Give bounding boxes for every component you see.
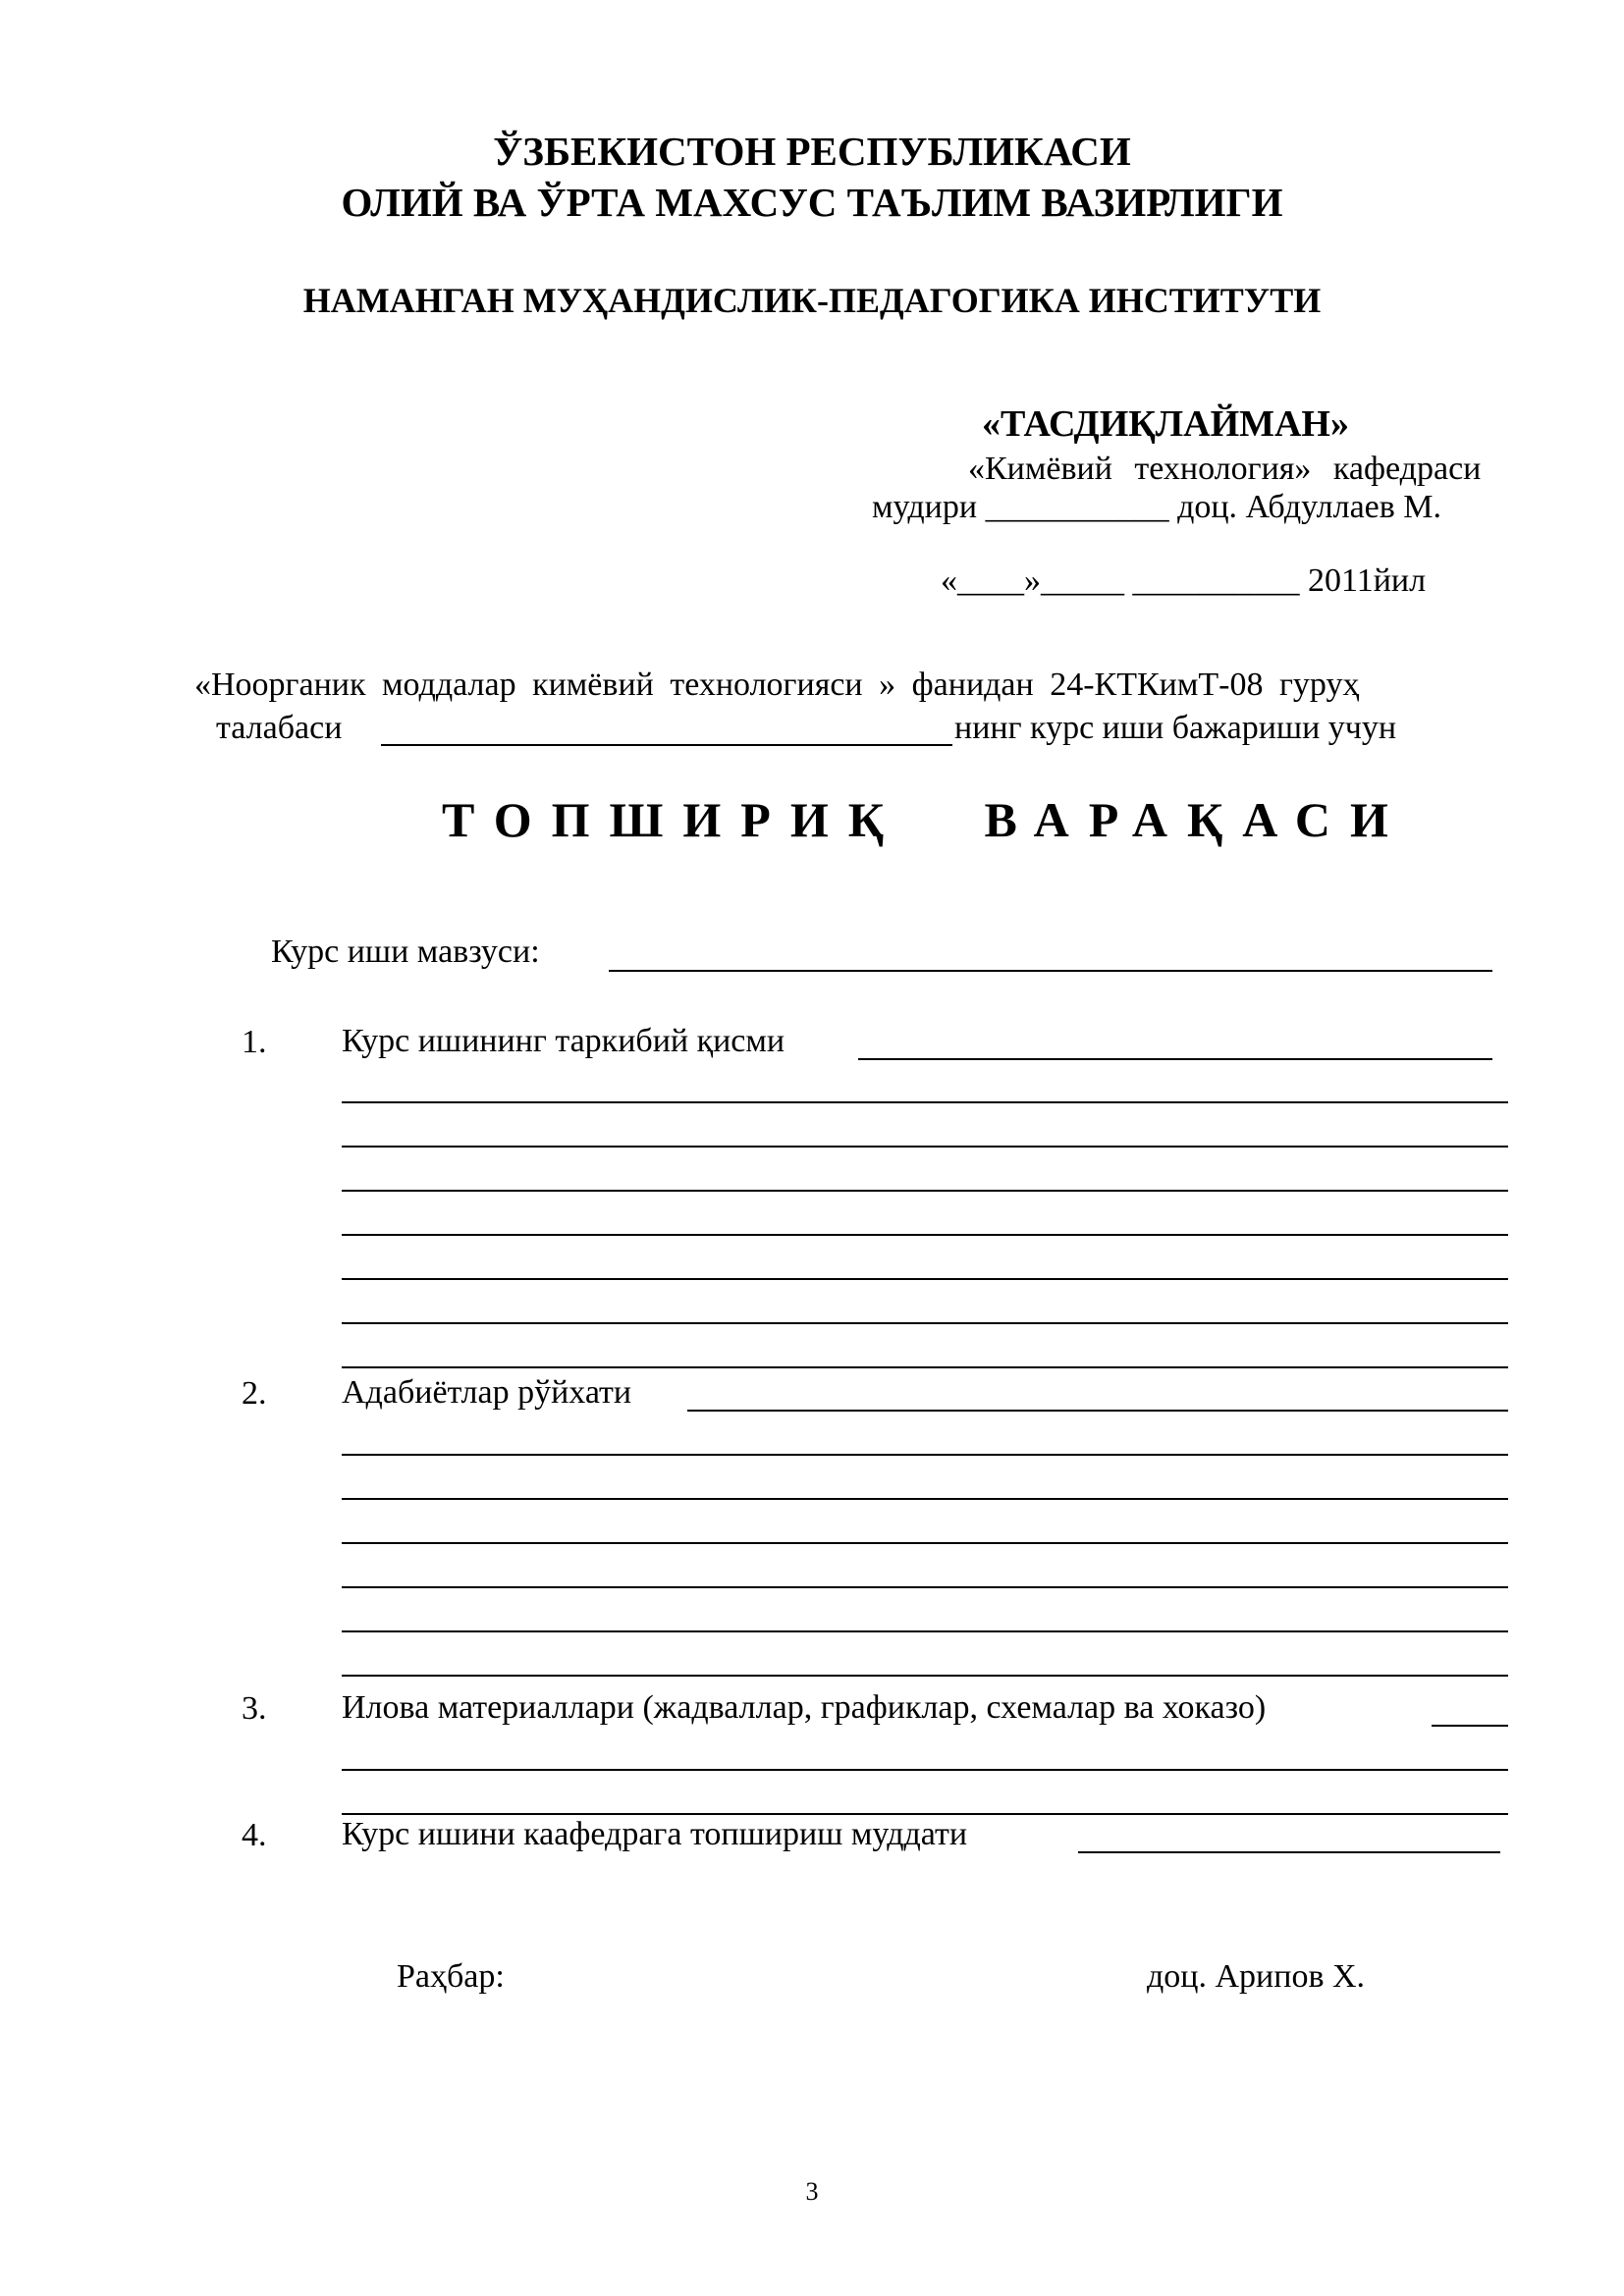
item-number: 3. [242, 1690, 267, 1727]
blank-line [342, 1542, 1508, 1544]
item-inline-line [1432, 1725, 1508, 1727]
topic-line [609, 970, 1492, 972]
approval-title: «ТАСДИҚЛАЙМАН» [982, 403, 1349, 445]
intro-student-label: талабаси [216, 710, 343, 746]
blank-line [342, 1675, 1508, 1677]
item-number: 2. [242, 1375, 267, 1412]
supervisor-name: доц. Арипов Х. [1147, 1958, 1366, 1995]
institute-name: НАМАНГАН МУҲАНДИСЛИК-ПЕДАГОГИКА ИНСТИТУТИ [302, 281, 1322, 320]
blank-line [342, 1454, 1508, 1456]
blank-line [342, 1586, 1508, 1588]
blank-line [342, 1769, 1508, 1771]
student-name-line [381, 744, 952, 746]
item-inline-line [1078, 1851, 1500, 1853]
approval-department: «Кимёвий технология» кафедраси [968, 451, 1482, 487]
item-label: Адабиётлар рўйхати [342, 1374, 632, 1411]
intro-student-suffix: нинг курс иши бажариши учун [954, 710, 1397, 746]
document-title [442, 791, 1408, 848]
document-title-text: ТОПШИРИҚ ВАРАҚАСИ [442, 792, 1408, 847]
blank-line [342, 1366, 1508, 1368]
blank-line [342, 1322, 1508, 1324]
topic-label: Курс иши мавзуси: [271, 934, 540, 970]
blank-line [342, 1101, 1508, 1103]
intro-subject-line: «Ноорганик моддалар кимёвий технологияси » фанидан 24-КТКимТ-08 гуруҳ [194, 667, 1360, 703]
supervisor-label: Раҳбар: [397, 1958, 505, 1995]
blank-line [342, 1146, 1508, 1148]
page-number: 3 [805, 2177, 819, 2206]
ministry-name: ОЛИЙ ВА ЎРТА МАХСУС ТАЪЛИМ ВАЗИРЛИГИ [341, 180, 1283, 225]
blank-line [342, 1498, 1508, 1500]
blank-line [342, 1234, 1508, 1236]
item-label: Илова материаллари (жадваллар, графиклар, схемалар ва хоказо) [342, 1689, 1267, 1726]
approval-head: мудири ___________ доц. Абдуллаев М. [872, 489, 1442, 525]
item-number: 1. [242, 1024, 267, 1060]
blank-line [342, 1278, 1508, 1280]
item-inline-line [687, 1410, 1508, 1412]
blank-line [342, 1190, 1508, 1192]
item-label: Курс ишининг таркибий қисми [342, 1023, 785, 1059]
approval-date: «____»_____ __________ 2011йил [941, 562, 1427, 599]
blank-line [342, 1630, 1508, 1632]
item-inline-line [858, 1058, 1492, 1060]
ministry-country: ЎЗБЕКИСТОН РЕСПУБЛИКАСИ [493, 129, 1131, 174]
item-number: 4. [242, 1817, 267, 1853]
item-label: Курс ишини каафедрага топшириш муддати [342, 1816, 968, 1852]
